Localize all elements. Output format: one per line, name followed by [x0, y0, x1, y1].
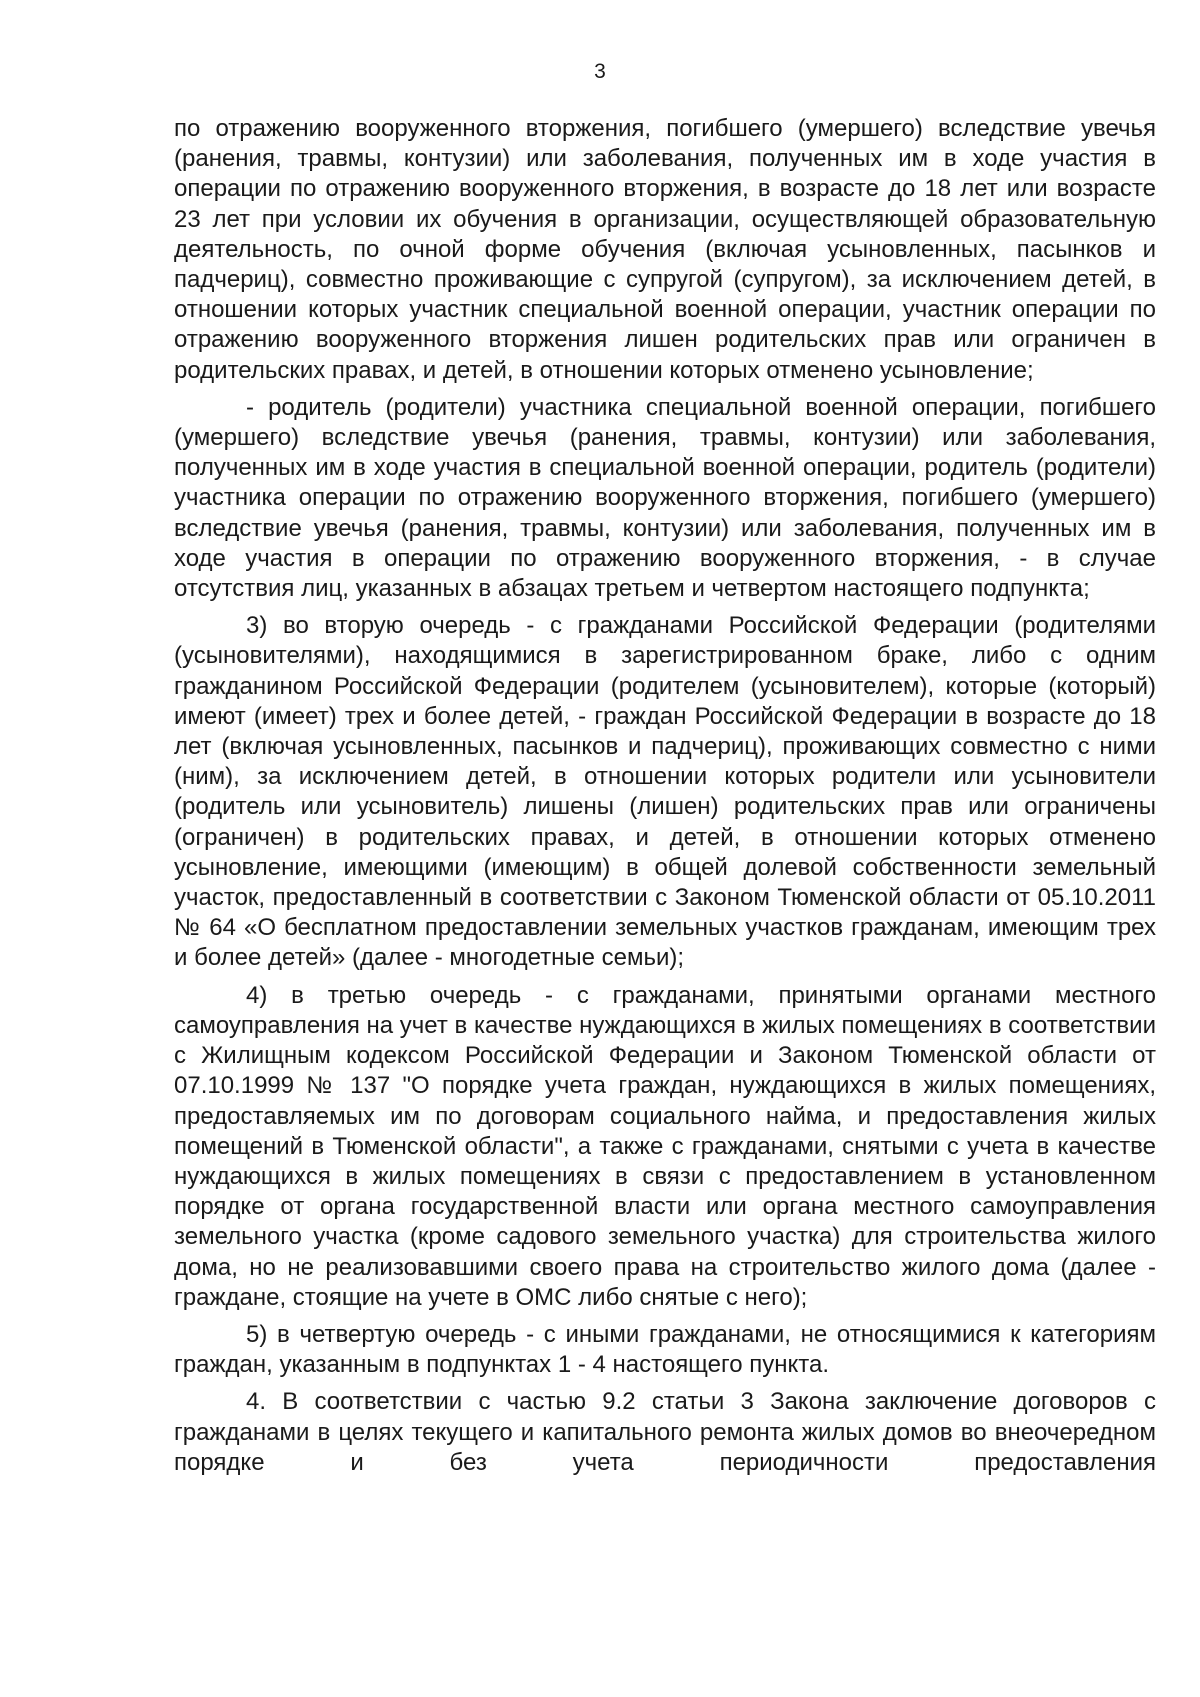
- paragraph-second-priority: 3) во вторую очередь - с гражданами Российской Федерации (родителями (усыновителями), находящимися в зарегистрированном браке, либо с одним гражданином Российской Федерации (родителем (усыновителем), которые (который) имеют (имеет) трех и более детей, - граждан Российской Федерации в возрасте до 18 лет (включая усыновленных, пасынков и падчериц), проживающих совместно с ними (ним), за исключением детей, в отношении которых родители или усыновители (родитель или усыновитель) лишены (лишен) родительских прав или ограничены (ограничен) в родительских правах, и детей, в отношении которых отменено усыновление, имеющими (имеющим) в общей долевой собственности земельный участок, предоставленный в соответствии с Законом Тюменской области от 05.10.2011 № 64 «О бесплатном предоставлении земельных участков гражданам, имеющим трех и более детей» (далее - многодетные семьи);: [174, 612, 1156, 972]
- paragraph-fourth-priority: 5) в четвертую очередь - с иными гражданами, не относящимися к категориям граждан, указанным в подпунктах 1 - 4 настоящего пункта.: [174, 1320, 1156, 1379]
- paragraph-section-4: 4. В соответствии с частью 9.2 статьи 3 Закона заключение договоров с гражданами в целях текущего и капитального ремонта жилых домов во внеочередном порядке и без учета периодичности предоставления: [174, 1388, 1156, 1476]
- page-number: 3: [594, 60, 606, 83]
- paragraph-third-priority: 4) в третью очередь - с гражданами, принятыми органами местного самоуправления на учет в качестве нуждающихся в жилых помещениях в соответствии с Жилищным кодексом Российской Федерации и Законом Тюменской области от 07.10.1999 № 137 "О порядке учета граждан, нуждающихся в жилых помещениях, предоставляемых им по договорам социального найма, и предоставления жилых помещений в Тюменской области", а также с гражданами, снятыми с учета в качестве нуждающихся в жилых помещениях в связи с предоставлением в установленном порядке от органа государственной власти или органа местного самоуправления земельного участка (кроме садового земельного участка) для строительства жилого дома, но не реализовавшими своего права на строительство жилого дома (далее - граждане, стоящие на учете в ОМС либо снятые с него);: [174, 981, 1156, 1311]
- paragraph-children-continuation: по отражению вооруженного вторжения, погибшего (умершего) вследствие увечья (ранения, травмы, контузии) или заболевания, полученных им в ходе участия в операции по отражению вооруженного вторжения, в возрасте до 18 лет или возрасте 23 лет при условии их обучения в организации, осуществляющей образовательную деятельность, по очной форме обучения (включая усыновленных, пасынков и падчериц), совместно проживающие с супругой (супругом), за исключением детей, в отношении которых участник специальной военной операции, участник операции по отражению вооруженного вторжения лишен родительских прав или ограничен в родительских правах, и детей, в отношении которых отменено усыновление;: [174, 115, 1156, 384]
- paragraph-parents: - родитель (родители) участника специальной военной операции, погибшего (умершего) вследствие увечья (ранения, травмы, контузии) или заболевания, полученных им в ходе участия в специальной военной операции, родитель (родители) участника операции по отражению вооруженного вторжения, погибшего (умершего) вследствие увечья (ранения, травмы, контузии) или заболевания, полученных им в ходе участия в операции по отражению вооруженного вторжения, - в случае отсутствия лиц, указанных в абзацах третьем и четвертом настоящего подпункта;: [174, 393, 1156, 603]
- document-body: [174, 114, 1156, 1485]
